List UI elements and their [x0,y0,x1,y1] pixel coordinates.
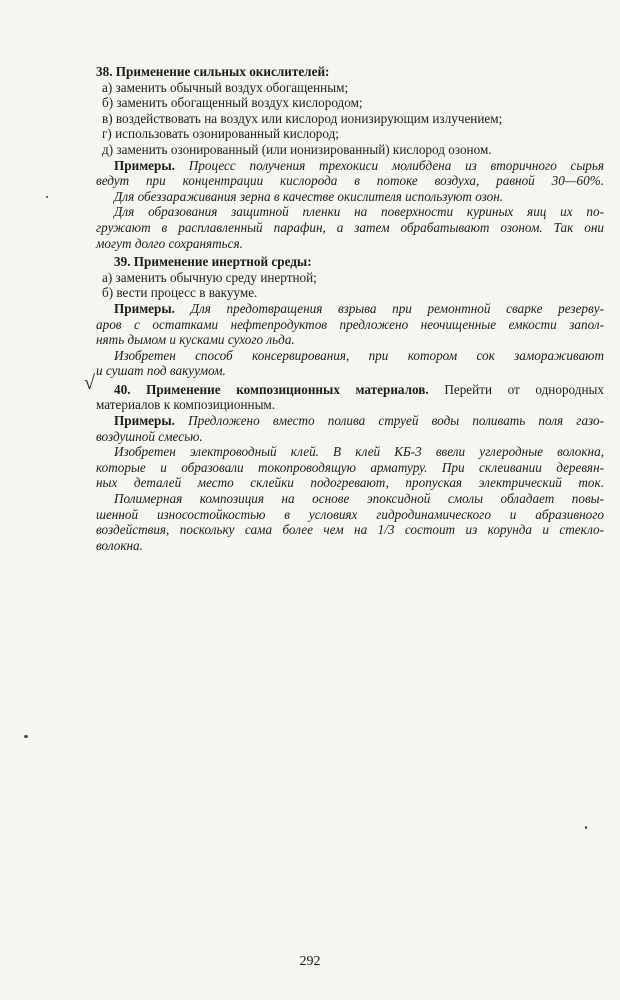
section-40-example-2-end: ных деталей место склейки подогревают, пропуская электрический ток. [96,475,604,491]
section-40-text-cont: материалов к композиционным. [96,397,276,413]
section-38-item-a: а) заменить обычный воздух обогащенным; [102,79,349,95]
section-40-example-2-cont: которые и образовали токопроводящую арматуру. При склеивании деревян- [96,459,604,475]
section-38-item-b: б) заменить обогащенный воздух кислородом; [102,95,363,111]
section-40-example-3-end: волокна. [96,537,143,553]
page-number: 292 [299,954,321,969]
section-38-title: 38. Применение сильных окислителей: [96,64,330,79]
section-38-item-e: д) заменить озонированный (или ионизированный) кислород озоном. [102,141,492,157]
section-38-example-2: Для обеззараживания зерна в качестве окислителя используют озон. [114,188,504,204]
section-39-example-1: Примеры. Для предотвращения взрыва при ремонтной сварке резерву- [114,300,604,316]
section-38-example-3-cont: гружают в расплавленный парафин, а затем обрабатывают озоном. Так они [96,219,604,235]
page-content [96,64,604,553]
section-38-example-1: Примеры. Процесс получения трехокиси молибдена из вторичного сырья [114,157,605,173]
section-39-item-b: б) вести процесс в вакууме. [102,285,258,301]
section-38-item-d: г) использовать озонированный кислород; [102,126,339,142]
section-39-title: 39. Применение инертной среды: [114,254,312,270]
section-40-example-3-cont2: воздействия, поскольку сама более чем на 1/3 состоит из корунда и стекло- [96,522,604,538]
section-40-example-1-end: воздушной смесью. [96,428,203,444]
section-38-example-3-end: могут долго сохраняться. [96,235,243,251]
section-39-example-2-end: и сушат под вакуумом. [96,363,226,379]
examples-label: Примеры. [114,413,175,429]
print-speck [24,735,28,738]
section-39-item-a: а) заменить обычную среду инертной; [102,269,317,285]
section-38-item-c: в) воздействовать на воздух или кислород ионизирующим излучением; [102,110,503,126]
section-39-example-2: Изобретен способ консервирования, при котором сок замораживают [114,347,604,363]
check-mark: √ [84,372,95,394]
section-40-title: 40. Применение композиционных материалов. [114,381,429,397]
section-40-example-3-cont: шенной износостойкостью в условиях гидродинамического и абразивного [96,506,604,522]
section-38 [96,64,604,251]
section-38-example-3: Для образования защитной пленки на поверхности куриных яиц их по- [114,204,604,220]
section-39-example-1-cont: аров с остатками нефтепродуктов предложено неочищенные емкости запол- [96,316,604,332]
section-40-example-2: Изобретен электроводный клей. В клей КБ-3 ввели углеродные волокна, [114,444,604,460]
section-39 [96,254,604,379]
examples-label: Примеры. [114,300,175,316]
section-40-title-line: 40. Применение композиционных материалов. Перейти от однородных [114,381,604,397]
section-40 [96,382,604,554]
print-speck [585,826,587,829]
examples-label: Примеры. [114,157,175,173]
section-40-example-1: Примеры. Предложено вместо полива струей воды поливать поля газо- [114,413,605,429]
section-40-example-3: Полимерная композиция на основе эпоксидной смолы обладает повы- [114,491,604,507]
section-38-example-1-cont: ведут при концентрации кислорода в потоке воздуха, равной 30—60%. [96,173,604,189]
section-39-example-1-end: нять дымом и кусками сухого льда. [96,332,295,348]
print-speck [46,196,48,198]
